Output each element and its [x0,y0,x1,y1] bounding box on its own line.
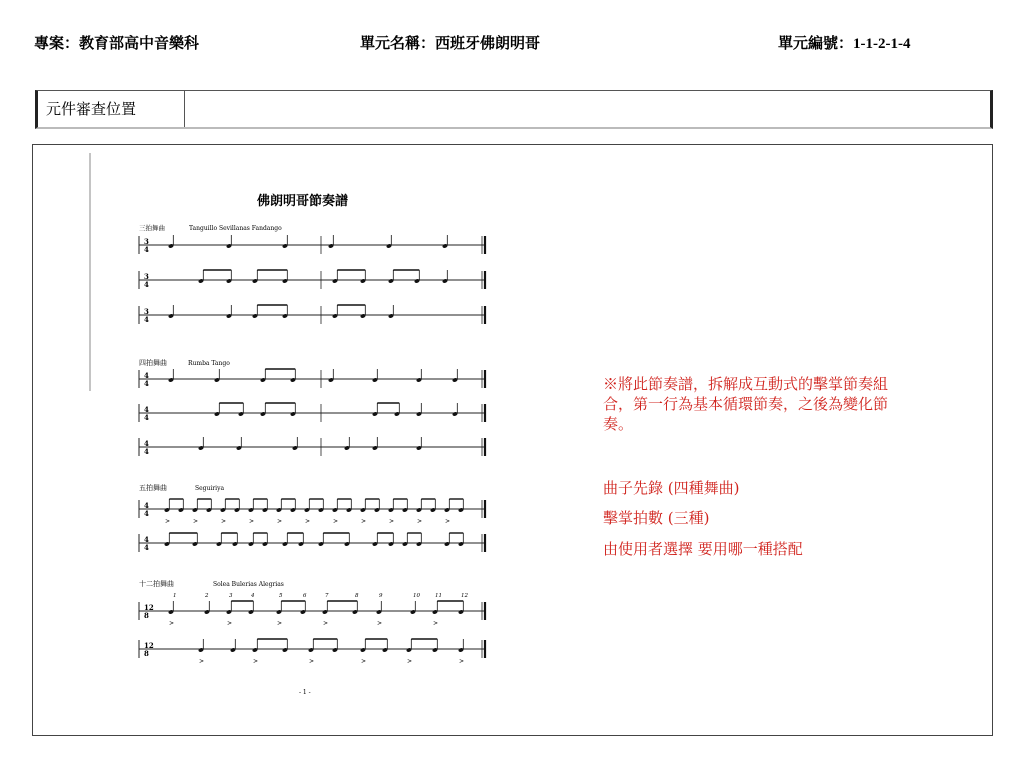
accent-mark: > [169,620,175,627]
rhythm-staves [139,235,485,665]
time-signature-top: 4 [144,501,149,510]
beat-number-11: 11 [435,593,442,599]
section-label-5: 五拍舞曲 [139,484,167,492]
unit-name: 單元名稱：西班牙佛朗明哥 [360,34,541,52]
unit-number-label: 單元編號： [778,34,854,52]
accent-mark: > [249,518,255,525]
accent-mark: > [445,518,451,525]
beat-number-5: 5 [279,593,283,599]
flamenco-rhythm-score [89,151,549,711]
beat-number-1: 1 [173,593,177,599]
project-title: 專案：教育部高中音樂科 [34,34,200,52]
unit-number [778,32,911,53]
rhythm-staff-7 [139,499,485,525]
accent-mark: > [227,620,233,627]
accent-mark: > [165,518,171,525]
time-signature-bottom: 4 [144,280,149,289]
rhythm-staff-1 [139,235,485,254]
rhythm-staff-2 [139,270,485,289]
accent-mark: > [361,658,367,665]
time-signature-bottom: 4 [144,447,149,456]
review-location-row [35,90,993,129]
time-signature-top: 3 [144,307,149,316]
section-styles-3: Tanguillo Sevillanas Fandango [189,225,282,232]
unit-number-value: 1-1-2-1-4 [853,36,911,52]
section-label-3: 三拍舞曲 [139,224,165,232]
accent-mark: > [193,518,199,525]
time-signature-bottom: 4 [144,543,149,552]
time-signature-bottom: 4 [144,509,149,518]
accent-mark: > [433,620,439,627]
time-signature-top: 12 [144,641,154,650]
accent-mark: > [277,518,283,525]
time-signature-top: 4 [144,371,149,380]
accent-mark: > [253,658,259,665]
time-signature-bottom: 4 [144,245,149,254]
time-signature-bottom: 8 [144,649,149,658]
section-styles-12: Solea Bulerias Alegrias [213,581,284,588]
beat-number-12: 12 [461,593,468,599]
accent-mark: > [277,620,283,627]
accent-mark: > [377,620,383,627]
note-item-2: 擊掌拍數 (三種) [603,509,710,527]
beat-number-4: 4 [251,593,255,599]
time-signature-bottom: 4 [144,413,149,422]
accent-mark: > [333,518,339,525]
accent-mark: > [309,658,315,665]
accent-mark: > [221,518,227,525]
beat-numbers [173,593,468,599]
beat-number-7: 7 [325,593,329,599]
accent-mark: > [389,518,395,525]
accent-mark: > [407,658,413,665]
time-signature-top: 3 [144,237,149,246]
rhythm-staff-5 [139,403,485,422]
beat-number-2: 2 [205,593,209,599]
section-styles-4: Rumba Tango [188,360,230,367]
beat-number-6: 6 [303,593,307,599]
rhythm-staff-6 [139,437,485,456]
score-title: 佛朗明哥節奏譜 [257,194,349,209]
beat-number-10: 10 [413,593,420,599]
accent-mark: > [417,518,423,525]
review-location-label: 元件審查位置 [38,91,185,127]
rhythm-staff-8 [139,533,485,552]
note-item-3: 由使用者選擇 要用哪一種搭配 [603,540,803,558]
time-signature-bottom: 8 [144,611,149,620]
rhythm-staff-4 [139,369,485,388]
rhythm-staff-3 [139,305,485,324]
beat-number-9: 9 [379,593,383,599]
instruction-note: ※將此節奏譜，拆解成互動式的擊掌節奏組合，第一行為基本循環節奏，之後為變化節奏。 [603,375,889,433]
content-frame [32,144,993,736]
page-number: - 1 - [299,689,311,696]
section-label-4: 四拍舞曲 [139,359,167,367]
accent-mark: > [199,658,205,665]
beat-number-3: 3 [229,593,233,599]
rhythm-staff-9 [139,601,485,627]
section-label-12: 十二拍舞曲 [139,580,174,588]
time-signature-top: 4 [144,405,149,414]
time-signature-top: 12 [144,603,154,612]
section-styles-5: Seguiriya [195,485,225,492]
time-signature-top: 3 [144,272,149,281]
time-signature-bottom: 4 [144,379,149,388]
time-signature-top: 4 [144,535,149,544]
rhythm-staff-10 [139,639,485,665]
beat-number-8: 8 [355,593,359,599]
accent-mark: > [305,518,311,525]
time-signature-bottom: 4 [144,315,149,324]
time-signature-top: 4 [144,439,149,448]
accent-mark: > [361,518,367,525]
accent-mark: > [459,658,465,665]
accent-mark: > [323,620,329,627]
note-item-1: 曲子先錄 (四種舞曲) [603,479,740,497]
